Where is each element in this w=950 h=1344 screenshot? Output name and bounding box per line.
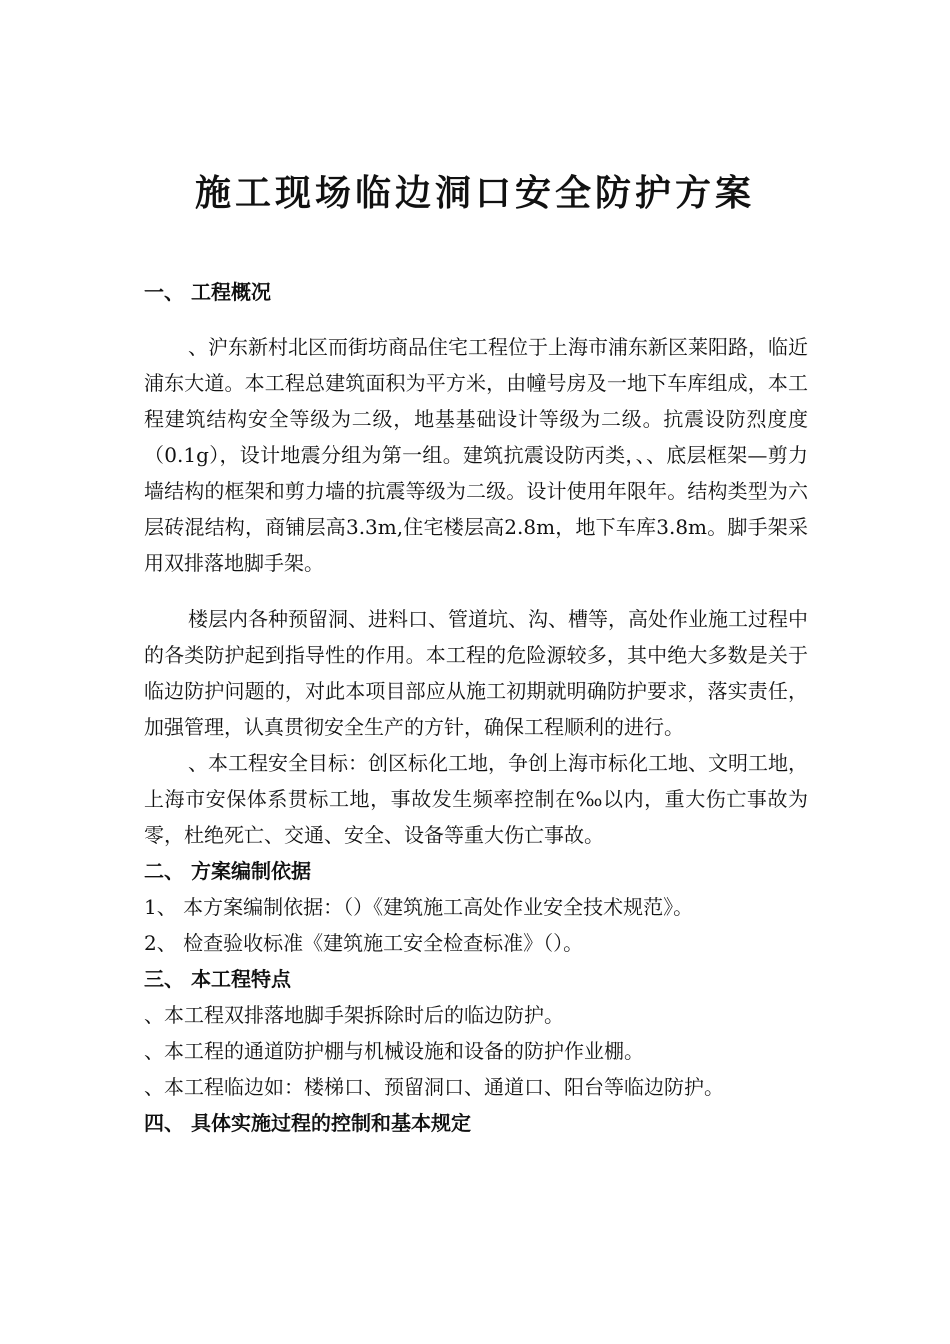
section-heading-features: 三、 本工程特点 [144,967,291,991]
list-item-feature-3: 、本工程临边如：楼梯口、预留洞口、通道口、阳台等临边防护。 [144,1075,724,1099]
paragraph-protection-scope: 楼层内各种预留洞、进料口、管道坑、沟、槽等，高处作业施工过程中的各类防护起到指导性的作用。本工程的危险源较多，其中绝大多数是关于临边防护问题的，对此本项目部应从施工初期就明确防护要求，落实责任，加强管理，认真贯彻安全生产的方针，确保工程顺利的进行。 [144,607,808,739]
section-heading-implementation: 四、 具体实施过程的控制和基本规定 [144,1111,471,1135]
paragraph-safety-goal: 、本工程安全目标：创区标化工地，争创上海市标化工地、文明工地，上海市安保体系贯标工地，事故发生频率控制在‰以内，重大伤亡事故为零，杜绝死亡、交通、安全、设备等重大伤亡事故。 [144,751,808,847]
document-title: 施工现场临边洞口安全防护方案 [194,173,755,214]
section-heading-overview: 一、 工程概况 [144,280,271,304]
list-item-basis-2: 2、 检查验收标准《建筑施工安全检查标准》（）。 [144,931,584,955]
list-item-feature-1: 、本工程双排落地脚手架拆除时后的临边防护。 [144,1003,564,1027]
list-item-basis-1: 1、 本方案编制依据：（）《建筑施工高处作业安全技术规范》。 [144,895,694,919]
paragraph-project-overview: 、沪东新村北区而街坊商品住宅工程位于上海市浦东新区莱阳路，临近浦东大道。本工程总建筑面积为平方米，由幢号房及一地下车库组成，本工程建筑结构安全等级为二级，地基基础设计等级为二级。抗震设防烈度度（0.1g），设计地震分组为第一组。建筑抗震设防丙类，、、底层框架—剪力墙结构的框架和剪力墙的抗震等级为二级。设计使用年限年。结构类型为六层砖混结构，商铺层高3.3m,住宅楼层高2.8m，地下车库3.8m。脚手架采用双排落地脚手架。 [144,335,808,575]
document-body [144,274,808,1141]
section-heading-basis: 二、 方案编制依据 [144,859,311,883]
list-item-feature-2: 、本工程的通道防护棚与机械设施和设备的防护作业棚。 [144,1039,644,1063]
